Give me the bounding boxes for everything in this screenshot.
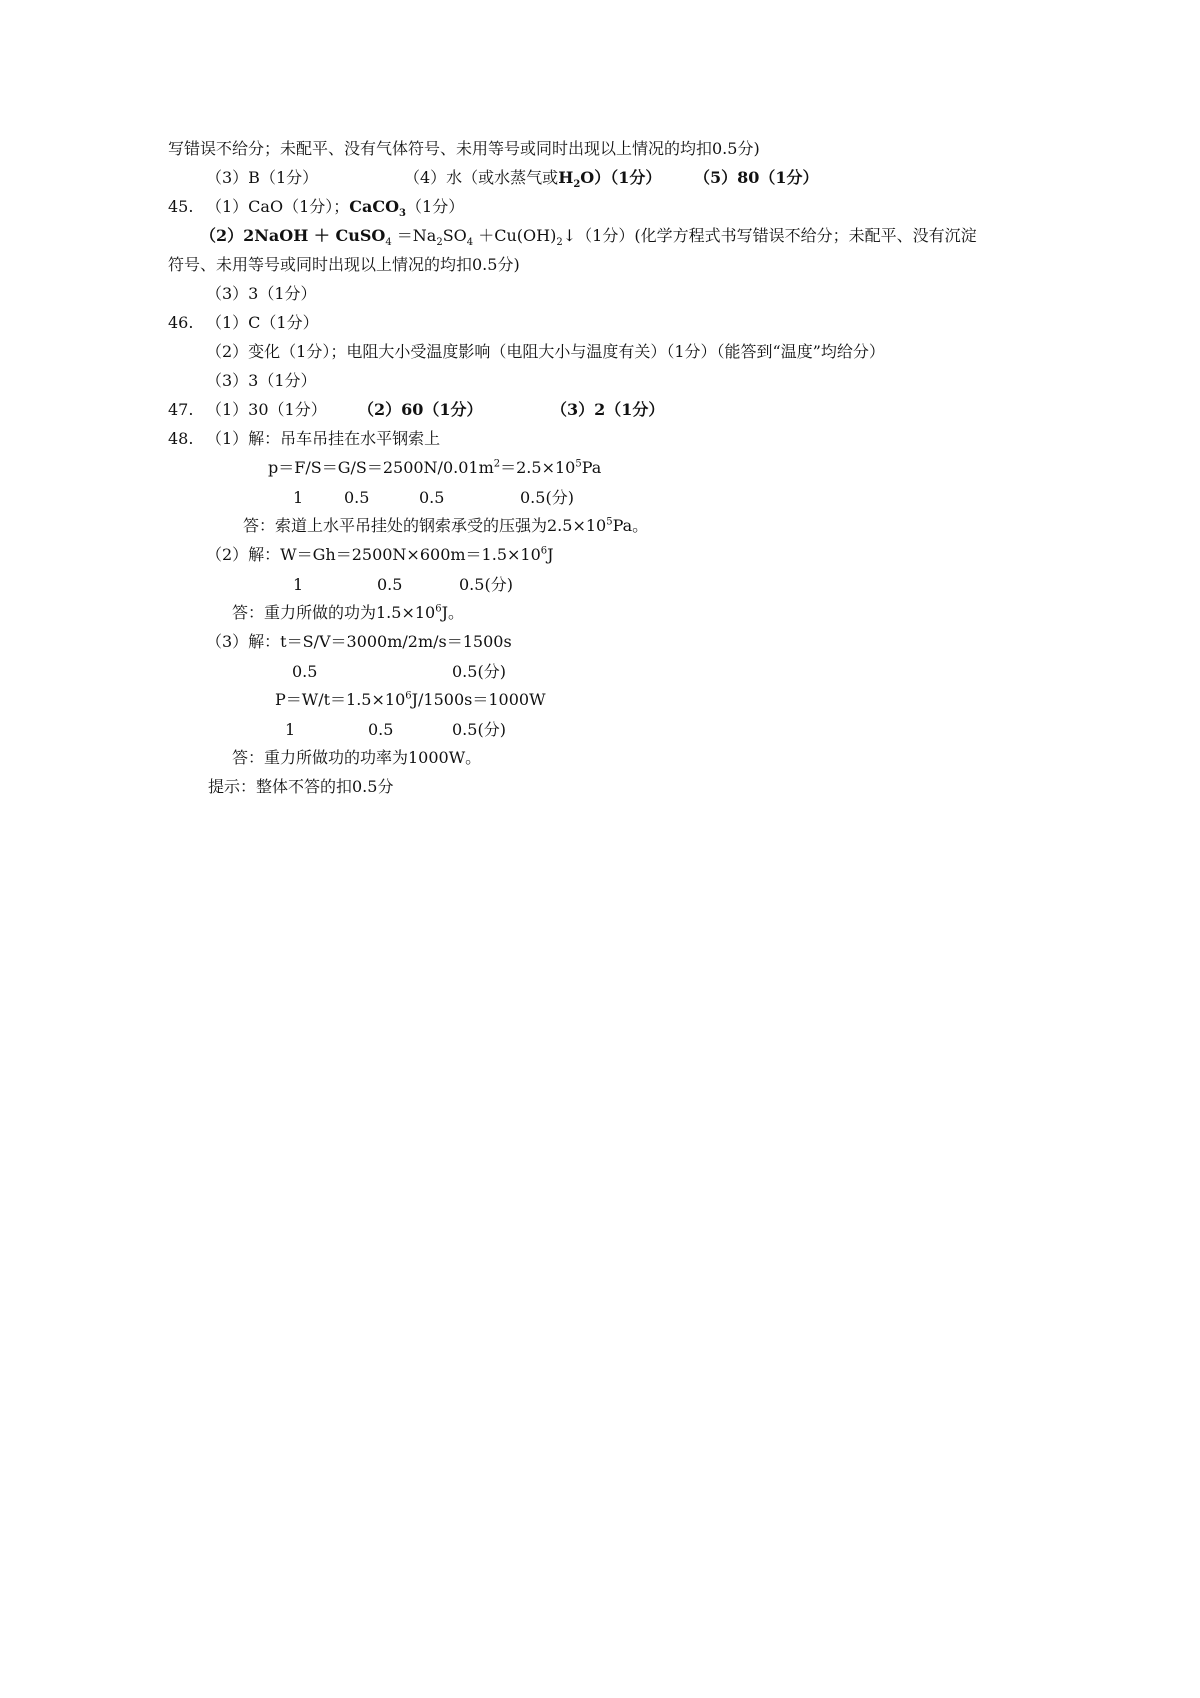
answer-48-3-power-scores [0,719,1200,741]
q48-1-formula-a: p＝F/S＝G/S＝2500N/0.01m [268,458,494,477]
scoring-note-line [168,138,760,160]
q45-1-text: （1）CaO（1分）； [206,197,350,216]
answer-44-3-text: （3）B（1分） [206,168,319,187]
answer-48-3-power-formula [275,689,546,711]
score-item: 0.5(分) [452,720,506,739]
q48-3-conclusion-text: 答：重力所做功的功率为1000W。 [232,748,482,767]
answer-44-4 [404,167,661,189]
score-item: 1 [293,575,304,594]
q48-1-formula-c: Pa [581,458,602,477]
grading-tip [208,776,393,798]
answer-48-2-scores [0,574,1200,596]
question-47-number [168,399,193,421]
q48-1-formula-b-sup: 5 [575,458,582,470]
answer-44-3 [206,167,318,189]
q45-2-e: ↓（1分）(化学方程式书写错误不给分；未配平、没有沉淀 [562,226,977,245]
answer-48-2-conclusion [232,602,464,624]
q45-2-b: ＝Na [391,226,437,245]
q48-1-conclusion-b: Pa。 [612,516,649,535]
q48-2-formula-a: （2）解：W＝Gh＝2500N×600m＝1.5×10 [206,545,541,564]
q48-1-conclusion-sup: 5 [606,516,613,528]
score-item: 1 [285,720,296,739]
score-item: 0.5(分) [520,488,574,507]
q48-2-conclusion-sup: 6 [435,603,442,615]
answer-46-1 [206,312,319,334]
answer-48-1-conclusion [243,515,648,537]
question-46-number [168,312,193,334]
q48-3-power-sup: 6 [405,690,412,702]
q48-3-formula-text: （3）解：t＝S/V＝3000m/2m/s＝1500s [206,632,512,651]
q46-2-text: （2）变化（1分）；电阻大小受温度影响（电阻大小与温度有关）（1分）（能答到“温度”均给分） [206,342,885,361]
q45-2-a-sub: 4 [385,237,392,249]
score-item: 0.5 [368,720,394,739]
answer-48-1-formula [268,457,601,479]
answer-46-3 [206,370,317,392]
q47-1-text: （1）30（1分） [206,400,327,419]
q48-1-conclusion-a: 答：索道上水平吊挂处的钢索承受的压强为2.5×10 [243,516,607,535]
score-item: 1 [293,488,304,507]
q48-2-formula-sup: 6 [540,545,548,557]
q46-3-text: （3）3（1分） [206,371,317,390]
q45-2-c: SO [442,226,467,245]
q45-1-formula: CaCO [349,197,400,216]
q48-3-power-b: J/1500s＝1000W [411,690,546,709]
answer-44-4-o: O）（1分） [580,168,662,187]
answer-45-1 [206,196,464,218]
answer-48-3-formula [206,631,512,653]
q47-3-text: （3）2（1分） [551,400,665,419]
q46-num: 46. [168,313,194,332]
answer-44-5 [694,167,819,189]
answer-48-2-formula [206,544,554,566]
answer-48-1-scores [0,487,1200,509]
q45-2-b-sub: 2 [436,237,443,249]
scoring-note-text: 写错误不给分；未配平、没有气体符号、未用等号或同时出现以上情况的均扣0.5分) [168,139,760,158]
q46-1-text: （1）C（1分） [206,313,319,332]
q48-2-formula-b: J [547,545,554,564]
score-item: 0.5 [292,662,318,681]
q45-num: 45. [168,197,194,216]
question-45-number [168,196,193,218]
q48-2-conclusion-a: 答：重力所做的功为1.5×10 [232,603,436,622]
q48-1-formula-a-sup: 2 [493,458,501,470]
q45-2-d: ＋Cu(OH) [473,226,557,245]
question-48-number [168,428,193,450]
score-item: 0.5(分) [459,575,513,594]
q45-1-sub: 3 [399,208,407,220]
q45-2-cont-text: 符号、未用等号或同时出现以上情况的均扣0.5分) [168,255,520,274]
answer-48-3-conclusion [232,747,481,769]
answer-45-3 [206,283,317,305]
score-item: 0.5 [419,488,445,507]
q48-2-conclusion-b: J。 [441,603,465,622]
answer-47-3 [551,399,664,421]
answer-48-3-scores [0,661,1200,683]
answer-44-5-text: （5）80（1分） [694,168,819,187]
score-item: 0.5 [344,488,370,507]
q45-3-text: （3）3（1分） [206,284,317,303]
q48-num: 48. [168,429,194,448]
score-item: 0.5(分) [452,662,506,681]
answer-44-4-h: H [558,168,574,187]
answer-45-2-cont [168,254,520,276]
q48-1-formula-b: ＝2.5×10 [500,458,576,477]
q45-2-d-sub: 2 [556,237,563,249]
q47-num: 47. [168,400,194,419]
q45-2-a: （2）2NaOH ＋ CuSO [200,226,386,245]
answer-47-2 [358,399,483,421]
grading-tip-text: 提示：整体不答的扣0.5分 [208,777,394,796]
q48-3-power-a: P＝W/t＝1.5×10 [275,690,406,709]
q45-1-score: （1分） [406,197,465,216]
answer-45-2 [200,225,977,247]
answer-47-1 [206,399,327,421]
answer-44-4-text: （4）水（或水蒸气或 [404,168,559,187]
q47-2-text: （2）60（1分） [358,400,483,419]
answer-46-2 [206,341,885,363]
q45-2-c-sub: 4 [466,237,474,249]
q48-1-heading-text: （1）解：吊车吊挂在水平钢索上 [206,429,441,448]
answer-48-1-heading [206,428,440,450]
score-item: 0.5 [377,575,403,594]
answer-44-4-sub: 2 [573,179,581,191]
